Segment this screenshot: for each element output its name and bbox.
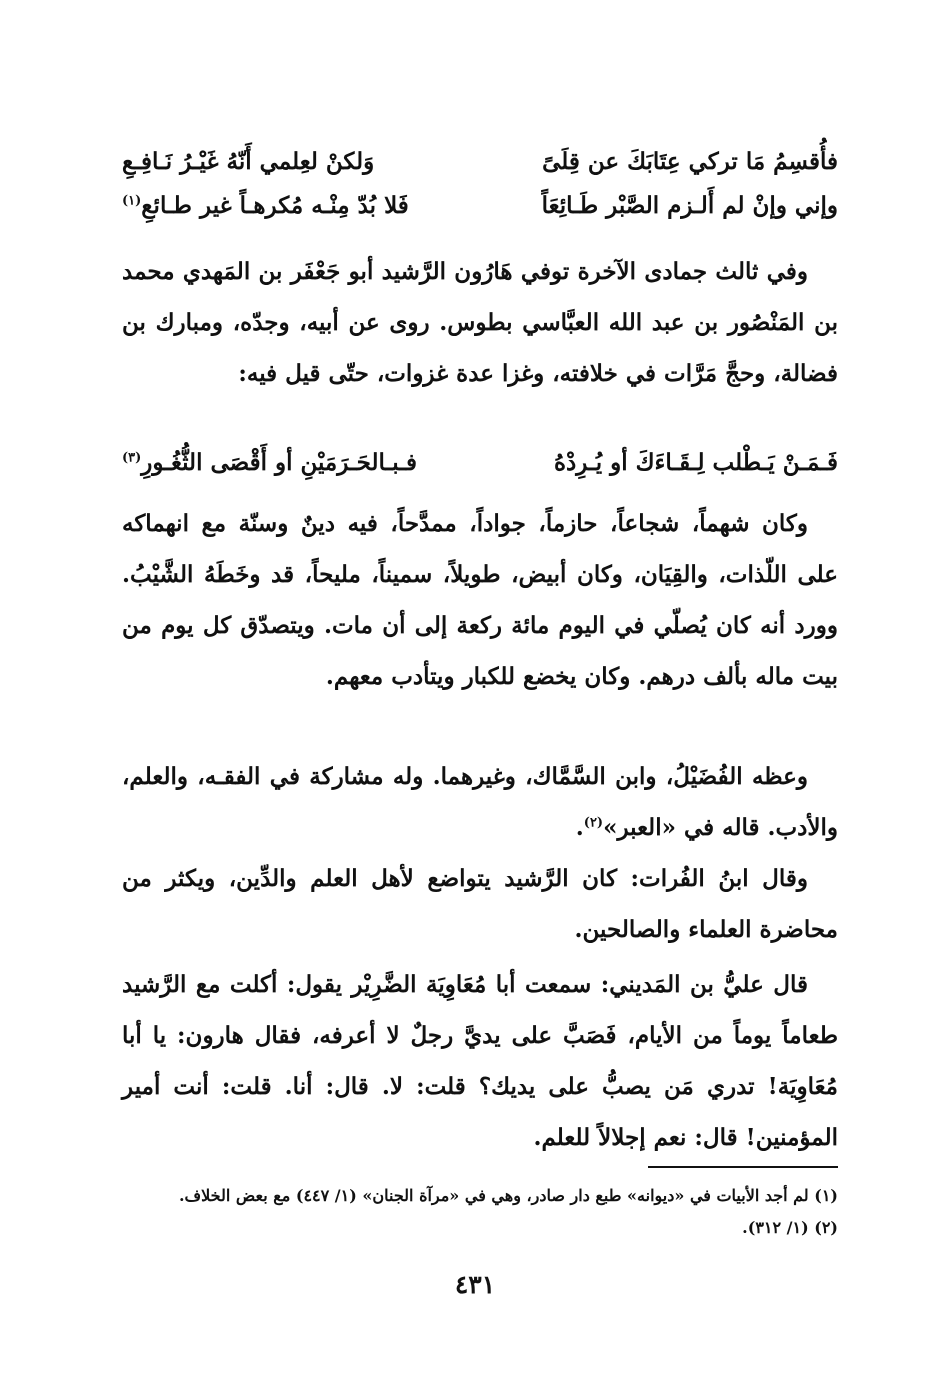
verse-hemistich-right: فأُقسِمُ مَا تركي عِتَابَكَ عن قِلَىً	[542, 148, 838, 175]
verse-line	[122, 184, 838, 228]
footnote-ref: (٣)	[122, 450, 142, 466]
paragraph-text: وقال ابنُ الفُرات: كان الرَّشيد يتواضع لأهل العلم والدِّين، ويكثر من محاضرة العلماء والصالحين.	[122, 865, 838, 943]
verse-hemistich-text: فَلا بُدّ مِنْـه مُكرهـاً غير طـائعِ	[141, 192, 409, 219]
footnotes	[122, 1180, 838, 1244]
verse-line	[122, 140, 838, 184]
paragraph-text: قال عليُّ بن المَديني: سمعت أبا مُعَاوِيَة الضَّرِيْر يقول: أكلت مع الرَّشيد طعاماً يوماً من الأيام، فَصَبَّ على يديَّ رجلٌ لا أعرفه، فقال هارون: يا أبا مُعَاوِيَة! تدري مَن يصبُّ على يديك؟ قلت: لا. قال: أنا. قلت: أنت أمير المؤمنين! قال: نعم إجلالاً للعلم.	[122, 971, 838, 1151]
paragraph-death-of-rashid	[122, 246, 838, 399]
paragraph-admonition	[122, 751, 838, 853]
paragraph-description	[122, 498, 838, 702]
verse-hemistich-left: وَلكنْ لعِلمي أَنّهُ غَيْـرُ نَـافِـعِ	[122, 148, 375, 175]
paragraph-ibn-furat	[122, 853, 838, 955]
verse-hemistich-right: وإني وإنْ لم أَلـزم الصَّبْر طَـائِعَاً	[541, 192, 838, 219]
paragraph-text	[122, 751, 838, 853]
paragraph-ali-madini	[122, 959, 838, 1163]
page-number: ٤٣١	[454, 1270, 496, 1299]
verse-hemistich-left	[122, 441, 417, 485]
verse-hemistich-right: فَـمَـنْ يَـطْلب لِـقَـاءَكَ أو يُـرِدْهُ	[553, 449, 838, 476]
paragraph-text: وكان شهماً، شجاعاً، حازماً، جواداً، ممدَّحاً، فيه دينٌ وسنّة مع انهماكه على اللّذات، والقِيَان، وكان أبيض، طويلاً، سميناً، مليحاً، قد وخَطَهُ الشَّيْبُ. وورد أنه كان يُصلّي في اليوم مائة ركعة إلى أن مات. ويتصدّق كل يوم من بيت ماله بألف درهم. وكان يخضع للكبار ويتأدب معهم.	[122, 510, 838, 690]
paragraph-end: .	[575, 814, 584, 841]
paragraph-text: وفي ثالث جمادى الآخرة توفي هَارُون الرَّشيد أبو جَعْفَر بن المَهدي محمد بن المَنْصُور بن عبد الله العبَّاسي بطوس. روى عن أبيه، وجدّه، ومبارك بن فضالة، وحجَّ مَرَّات في خلافته، وغزا عدة غزوات، حتّى قيل فيه:	[122, 258, 838, 387]
verse-hemistich-text: فـبـالحَـرَمَيْنِ أو أَقْصَى الثُّغُـورِ	[141, 449, 417, 476]
verse-hemistich-left	[122, 184, 409, 228]
footnote-1: (١) لم أجد الأبيات في «ديوانه» طبع دار صادر، وهي في «مرآة الجنان» (١/ ٤٤٧) مع بعض الخلاف.	[178, 1186, 838, 1205]
verse-line	[122, 441, 838, 485]
paragraph-body: وعظه الفُضَيْلُ، وابن السَّمَّاك، وغيرهما. وله مشاركة في الفقـه، والعلم، والأدب. قاله في «العبر»	[122, 763, 838, 841]
footnote-ref: (١)	[122, 193, 142, 209]
poem-2	[122, 441, 838, 485]
footnote-separator	[648, 1166, 838, 1168]
footnote-ref: (٢)	[583, 815, 604, 831]
poem-1	[122, 140, 838, 228]
footnote-2: (٢) (١/ ٣١٢).	[742, 1218, 838, 1237]
